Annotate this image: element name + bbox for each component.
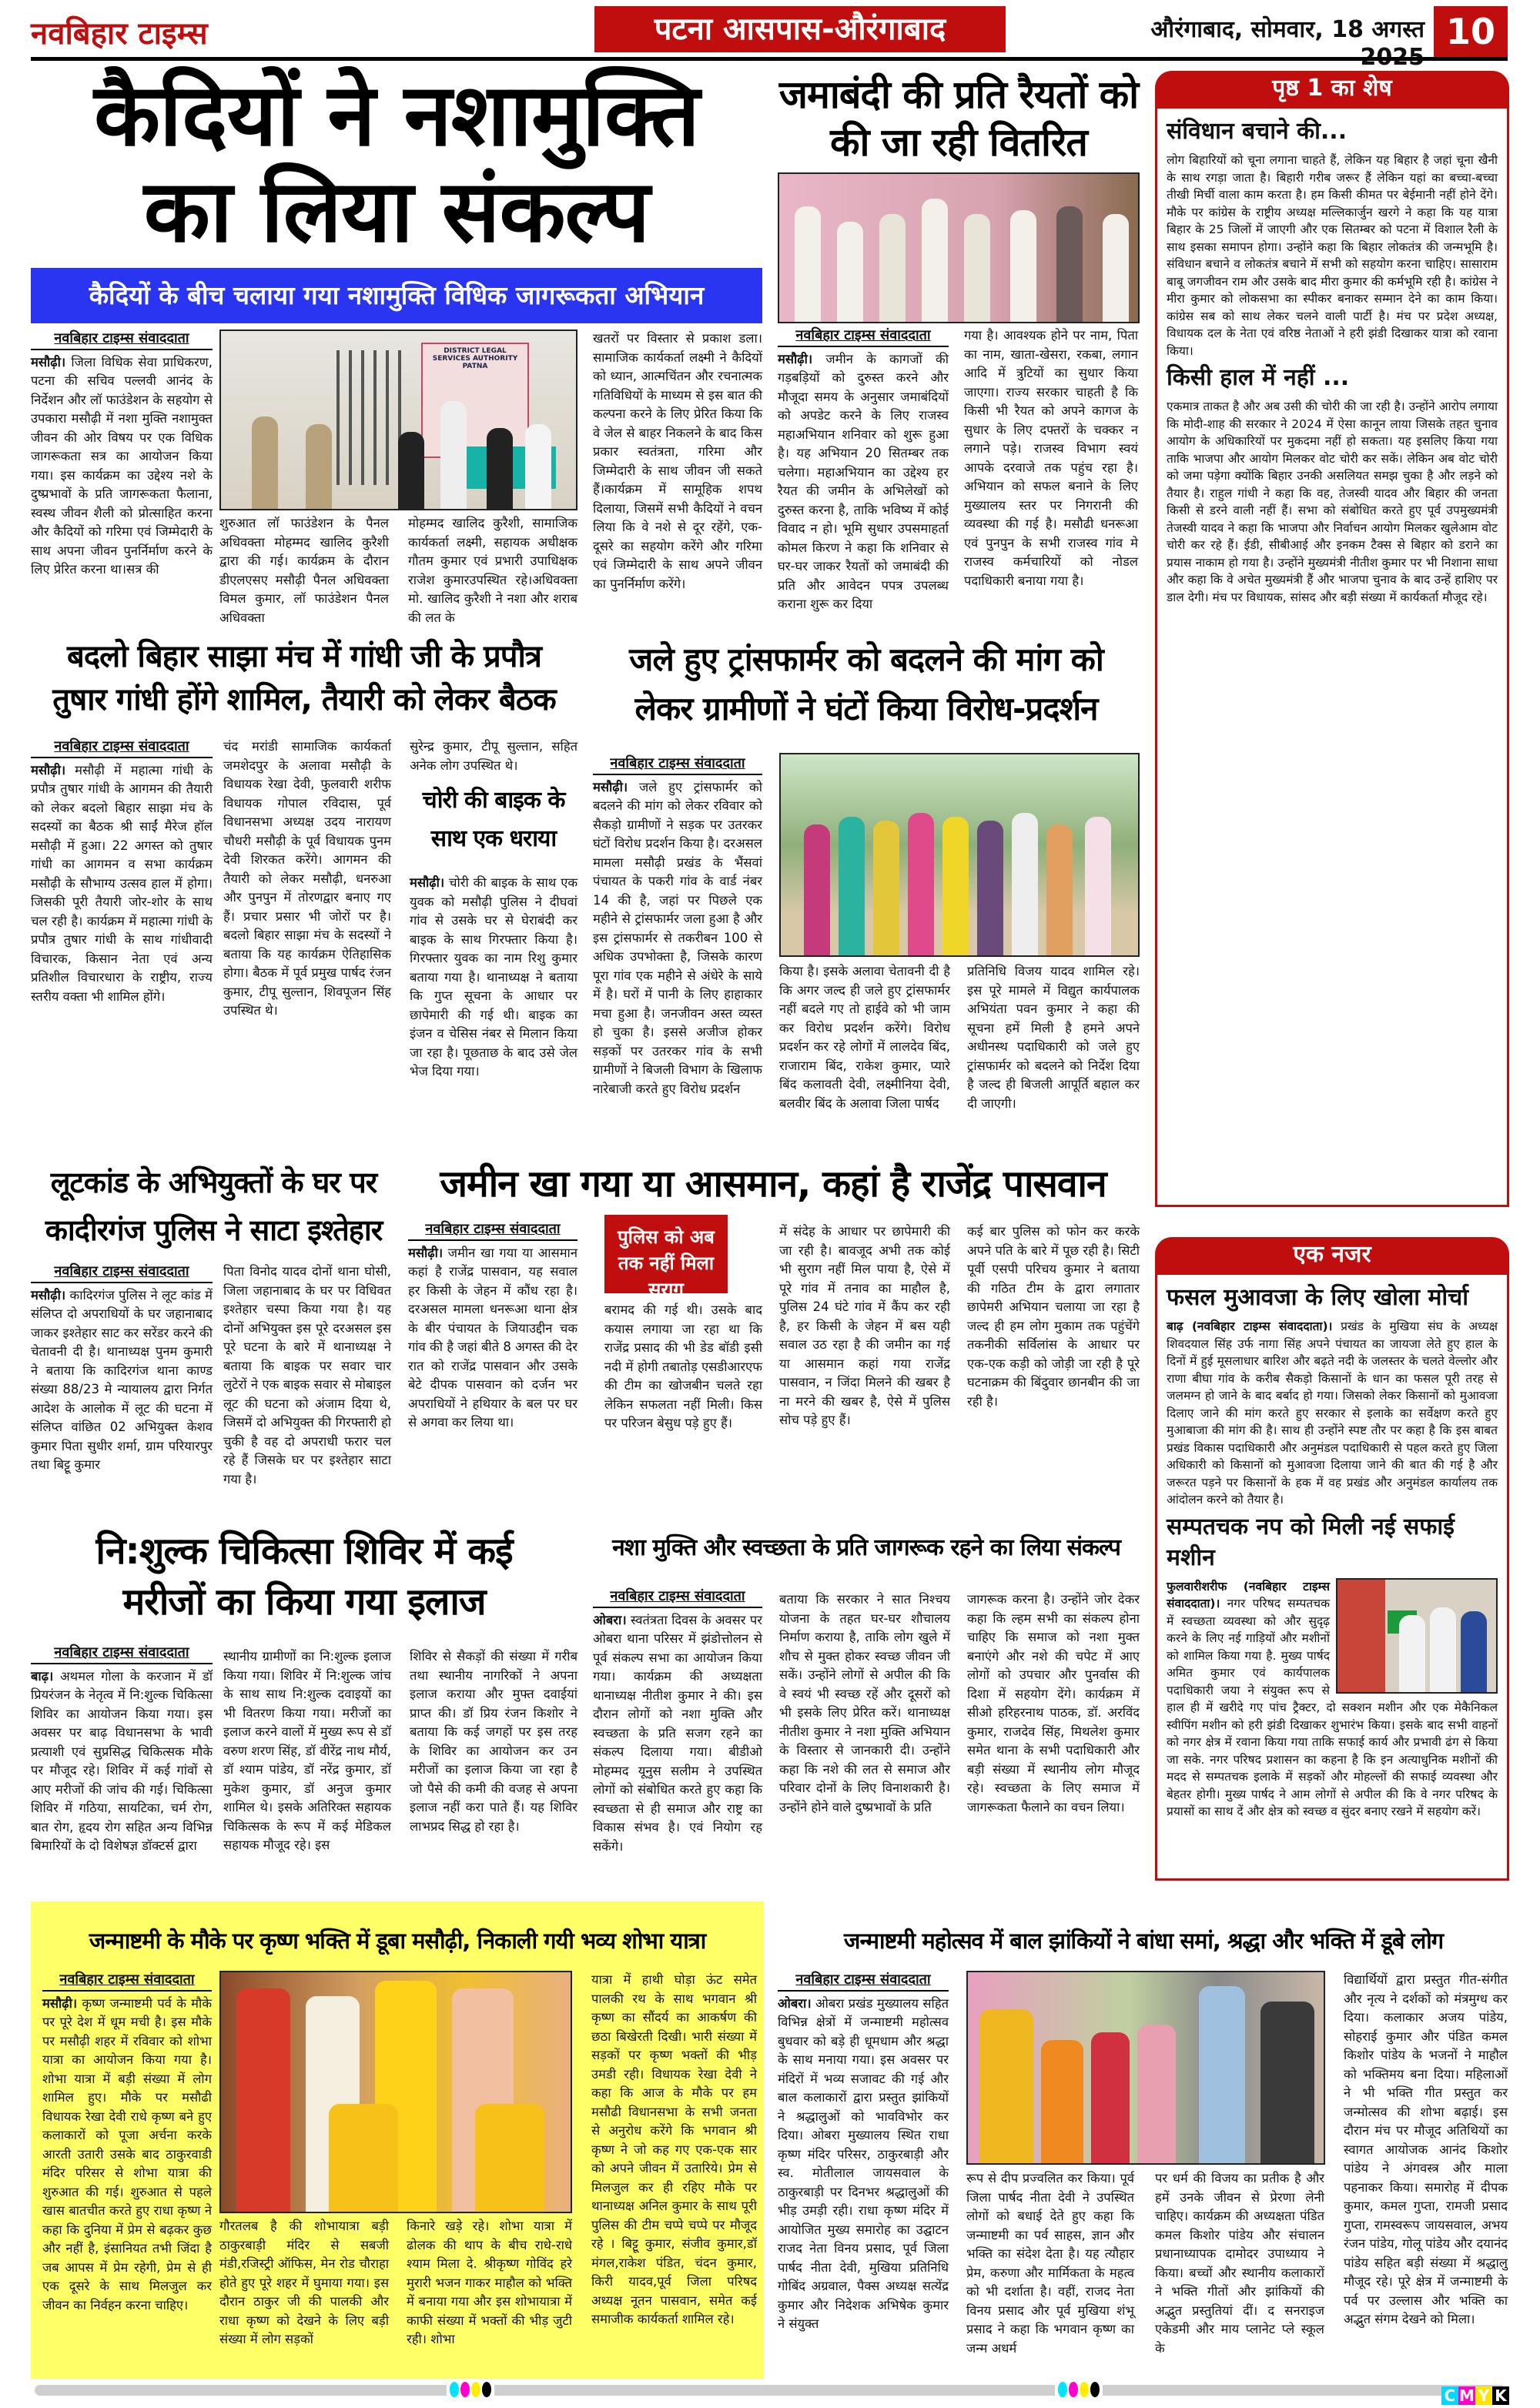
- byline: नवबिहार टाइम्स संवाददाता: [31, 1263, 213, 1283]
- a1-headline: [31, 65, 762, 262]
- cmyk-m: M: [1459, 2386, 1475, 2405]
- a1-headline-line2: का लिया संकल्प: [143, 162, 650, 262]
- body-text: जमीन खा गया या आसमान कहां है राजेंद्र पासवान, यह सवाल हर किसी के जेहन में कौंध रहा है। दरअसल मामला धनरूआ थाना क्षेत्र के बीर पंचायत के जियाउद्दीन चक गांव की है जहां बीते 8 अगस्त की देर रात को राजेंद्र पासवान और उसके बेटे दीपक पासवान को दर्जन भर अपराधियों ने हथियार के बल पर घर से अगवा कर लिया था।: [408, 1245, 578, 1430]
- body-text: मसौढ़ी में महात्मा गांधी के प्रपौत्र तुषार गांधी के आगमन की तैयारी को लेकर बदलो बिहार साझा मंच के सदस्यों का बैठक श्री साईं मैरेज हॉल मसौढ़ी में हुआ। 22 अगस्त को तुषार गांधी का आगमन व सभा कार्यक्रम मसौढ़ी के सौभाग्य उत्सव हाल में होगा। जिसकी पूरी तैयारी जोर-शोर के साथ चल रही है। कार्यक्रम में महात्मा गांधी के प्रपौत्र तुषार गांधी के साथ गांधीवादी विचारक, किसान नेता एवं अन्य प्रतिशील विचारधारा के राष्ट्रीय, राज्य स्तरीय वक्ता भी शामिल होंगे।: [31, 762, 213, 1004]
- brief-dateline: फुलवारीशरीफ (नवबिहार टाइम्स संवाददाता)।: [1167, 1579, 1330, 1610]
- a7-col-1: [31, 1644, 213, 1898]
- person: [1461, 1611, 1487, 1692]
- page1-continued-box: [1155, 106, 1509, 1207]
- dateline: मसौढ़ी।: [42, 1995, 78, 2011]
- body-text: कादिरगंज पुलिस ने लूट कांड में संलिप्त दो अपराधियों के घर जहानाबाद जाकर इश्तेहार साट कर सरेंडर करने की चेतावनी दी है। थानाध्यक्ष पुनम कुमारी ने बताया कि कादिरगंज थाना काण्ड संख्या 88/23 मे न्यायालय द्वारा निर्गत आदेश के आलोक में लूट की घटना में संलिप्त वांछित 02 अभियुक्त केशव कुमार पिता सुधीर शर्मा, ग्राम परियारपुर तथा बिट्टू कुमार: [31, 1287, 213, 1472]
- person: [1430, 1607, 1456, 1692]
- ek-nazar-box: [1155, 1273, 1509, 1881]
- a9-col-1: [42, 1971, 212, 2371]
- body-text: चोरी की बाइक के साथ एक युवक को मसौढ़ी पुलिस ने दीघवां गांव से उसके घर से घेराबंदी कर बाइक के साथ गिरफ्तार किया है। गिरफ्तार युवक का नाम रिशु कुमार बताया गया है। थानाध्यक्ष ने बताया कि गुप्त सूचना के आधार पर छापेमारी की गई थी। बाइक का इंजन व चेसिस नंबर से मिलान किया जा रहा है। पूछताछ के बाद उसे जेल भेज दिया गया।: [410, 875, 578, 1079]
- person: [1056, 206, 1083, 322]
- body-text: अथमल गोला के करजान में डॉ प्रियरंजन के नेतृत्व में नि:शुल्क चिकित्सा शिविर का आयोजन किया गया। इस अवसर पर बाढ़ विधानसभा के भावी प्रत्याशी एवं सुप्रसिद्ध चिकित्सक मौके पर मौजूद रहे। शिविर में कई गांवों से आए मरीजों की जांच की गई। चिकित्सा शिविर में गठिया, सायटिका, चर्म रोग, बात रोग, हृदय रोग सहित अन्य विभिन्न बिमारियों के दो विशेषज्ञ डॉक्टर्स द्वारा: [31, 1668, 213, 1853]
- yellow-dot: [471, 2382, 480, 2397]
- a6-headline: जमीन खा गया या आसमान, कहां है राजेंद्र पासवान: [440, 1162, 1106, 1206]
- byline: नवबिहार टाइम्स संवाददाता: [42, 1971, 212, 1992]
- a1-col-4: खतरों पर विस्तार से प्रकाश डला। सामाजिक कार्यकर्ता लक्ष्मी ने कैदियों को ध्यान, आत्मचिंतन और रचनात्मक गतिविधियों के माध्यम से इस बात की कल्पना करने के लिए प्रेरित किया कि वे जेल से बाहर निकलने के बाद किस प्रकार स्वतंत्रता, गरिमा और जिम्मेदारी के साथ जीवन जी सकते हैं।कार्यक्रम में सामूहिक शपथ दिलाया, जिसमें सभी कैदियों ने वचन लिया कि वे नशे से दूर रहेंगे, एक-दूसरे का सहयोग करेंगे और गरिमा एवं जिम्मेदारी के साथ अपने जीवन का पुनर्निर्माण करेंगे।: [593, 331, 762, 591]
- person: [1199, 1986, 1245, 2163]
- person: [837, 222, 863, 322]
- cmyk-swatch: [1441, 2386, 1509, 2405]
- a3-col-1: [31, 737, 213, 1142]
- a1-col-3: मोहम्मद खालिद कुरैशी, सामाजिक कार्यकर्ता लक्ष्मी, सहायक अधीक्षक गौतम कुमार एवं प्रभारी उपाधिक्षक राजेश कुमारउपस्थित रहे।अधिवक्ता मो. खालिद कुरैशी ने नशा और शराब की लत के: [408, 516, 578, 625]
- byline: नवबिहार टाइम्स संवाददाता: [778, 1971, 949, 1992]
- registration-dots: [1055, 2382, 1103, 2397]
- person: [475, 2104, 544, 2212]
- a7-headline-line2: मरीजों का किया गया इलाज: [122, 1580, 486, 1624]
- a8-col-1: [593, 1587, 762, 1898]
- a3b-headline: चोरी की बाइक के साथ एक धराया: [422, 787, 565, 852]
- ek-nazar-tab: एक नजर: [1155, 1237, 1509, 1273]
- person: [839, 817, 865, 955]
- a2-headline: जमाबंदी की प्रति रैयतों को की जा रही वितरित: [778, 72, 1139, 165]
- person: [1041, 2040, 1083, 2163]
- body-text: जिला विधिक सेवा प्राधिकरण, पटना की सचिव पल्लवी आनंद के निर्देशन और लॉ फाउंडेशन के सहयोग से उपकारा मसौढ़ी में नशा मुक्ति नशामुक्त जीवन की ओर विषय पर एक विधिक जागरूकता सत्र का आयोजन किया गया। इस कार्यक्रम का उद्देश्य नशे के दुष्प्रभावों के प्रति जागरूकता फैलाना, स्वस्थ जीवन शैली को प्रोत्साहित करना और कैदियों को गरिमा एवं जिम्मेदारी के साथ अपना जीवन पुनर्निर्माण करने के लिए प्रेरित करना था।सत्र की: [31, 354, 213, 577]
- a5-headline: [31, 1159, 397, 1255]
- dateline: मसौढ़ी।: [410, 875, 445, 890]
- dateline: मसौढ़ी।: [31, 354, 66, 370]
- person: [873, 821, 899, 955]
- dateline: मसौढ़ी।: [593, 779, 628, 794]
- person: [1137, 2025, 1176, 2163]
- a6-col-4: कई बार पुलिस को फोन कर करके अपने पति के बारे में पूछ रही है। सिटी पूर्वी एसपी परिचय कुमार ने बताया की गठित टीम के द्वारा लगातार छापेमरी अभियान चलाया जा रहा है जल्द ही हम लोग मुकाम तक पहुंचेंगे तकनीकी सर्विलांस के आधार पर एक-एक कड़ी को जोड़ी जा रही है पूरे घटनाक्रम की बिंदुवार छानबीन की जा रही है।: [967, 1224, 1140, 1409]
- person: [942, 817, 969, 955]
- cmyk-c: C: [1441, 2386, 1458, 2405]
- person: [487, 428, 513, 509]
- person: [908, 813, 934, 955]
- a2-photo-raiyats: [778, 172, 1140, 323]
- magenta-dot: [1069, 2382, 1078, 2397]
- a1-photo-legal-session: [219, 329, 578, 510]
- sweeping-machine-photo: [1336, 1578, 1498, 1694]
- a5-headline-line2: कादीरगंज पुलिस ने साटा इश्तेहार: [45, 1213, 383, 1247]
- person: [1260, 2002, 1314, 2163]
- byline: नवबिहार टाइम्स संवाददाता: [408, 1220, 578, 1241]
- dateline: मसौढ़ी।: [31, 762, 66, 778]
- a7-col-2: स्थानीय ग्रामीणों का नि:शुल्क इलाज किया गया। शिविर में नि:शुल्क जांच के साथ साथ नि:शुल्क दवाइयों का भी वितरण किया गया। मरीजों का इलाज करने वालों में मुख्य रूप से डॉ वरुण शरण सिंह, डॉ वीरेंद्र नाथ मौर्य, डॉ श्याम पांडेय, डॉ नरेंद्र कुमार, डॉ मुकेश कुमार, डॉ अनुज कुमार शामिल थे। इसके अतिरिक्त सहायक चिकित्सक के रूप में कई मेडिकल सहायक मौजूद रहे। इस: [223, 1649, 391, 1852]
- body-text: स्वतंत्रता दिवस के अवसर पर ओबरा थाना परिसर में झंडोत्तोलन से पूर्व संकल्प सभा का आयोजन किया गया। कार्यक्रम की अध्यक्षता थानाध्यक्ष नीतीश कुमार ने की। इस दौरान लोगों को नशा मुक्ति और स्वच्छता के प्रति सजग रहने का संकल्प दिलाया गया। बीडीओ मोहम्मद यूनुस सलीम ने उपस्थित लोगों को संबोधित करते हुए कहा कि स्वच्छता से ही समाज और राष्ट्र का विकास संभव है। एवं नियोग रह सकेंगे।: [593, 1612, 762, 1854]
- a5-col-2: पिता विनोद यादव दोनों थाना घोसी, जिला जहानाबाद के घर पर विधिवत इश्तेहार चस्पा किया गया है। यह दोनों अभियुक्त इस पूरे दरअसल इस पूरे घटना के बारे में थानाध्यक्ष ने बताया कि बाइक पर सवार चार लुटेरों ने एक बाइक सवार से मोबाइल लूट की घटना को अंजाम दिया थे, जिसमें दो अभियुक्त की गिरफ्तारी हो चुकी है वह दो अपराधी फरार चल रहे हैं जिसके घर पर इश्तेहार साटा गया है।: [223, 1264, 391, 1487]
- a5-col-1: [31, 1263, 213, 1513]
- continued-text: एकमात्र ताकत है और अब उसी की चोरी की जा रही है। उन्होंने आरोप लगाया कि मोदी-शाह की सरकार ने 2024 में ऐसा कानून लाया जिसके तहत चुनाव आयोग के अधिकारियों पर मुकदमा नहीं हो सकता। यह इसलिए किया गया ताकि भाजपा और आयोग मिलकर वोट चोरी कर सकें। लेकिन अब वोट चोरी को जमा पड़ेगा क्योंकि बिहार उनकी असलियत समझ चुका है और लड़ने को तैयार है। राहुल गांधी ने कहा कि वह, तेजस्वी यादव और बिहार की जनता किसी से डरने वाली नहीं हैं। सभा को संबोधित करते हुए पूर्व उपमुख्यमंत्री तेजस्वी यादव ने कहा कि भाजपा और निर्वाचन आयोग मिलकर खुलेआम वोट चोरी कर रहे हैं। ईडी, सीबीआई और इनकम टैक्स से बिहार को डराने का प्रयास नाकाम हो गया है। उन्होंने मुख्यमंत्री नीतीश कुमार पर भी निशाना साधा और कहा कि वे अचेत मुख्यमंत्री हैं और भाजपा चुनाव के बाद उन्हें हाशिए पर डाल देगी। मंच पर विधायक, सांसद और बड़ी संख्या में कार्यकर्ता मौजूद रहे।: [1167, 400, 1498, 604]
- a6-col-1: [408, 1220, 578, 1513]
- black-dot: [482, 2382, 491, 2397]
- a1-headline-line1: कैदियों ने नशामुक्ति: [94, 65, 699, 166]
- a2-col-2: गया है। आवश्यक होने पर नाम, पिता का नाम, खाता-खेसरा, रकबा, लगान आदि में त्रुटियों का सुधार किया जाएगा। राज्य सरकार चाहती है कि किसी भी रैयत को अपने कागज के सुधार के लिए दफ्तरों के चक्कर न लगाने पड़े। राजस्व विभाग स्वयं आपके दरवाजे तक पहुंच रहा है। अभियान को सफल बनाने के लिए मुख्यालय स्तर पर निगरानी की व्यवस्था की गई है। मसौढी धनरूआ एवं पुनपुन के सभी राजस्व गांव मे राजस्व कर्मचारियों को नोडल पदाधिकारी बनाया गया है।: [964, 328, 1138, 588]
- a1-col-1: [31, 329, 213, 610]
- person: [440, 401, 467, 509]
- person: [329, 2104, 398, 2212]
- a1-banner: कैदियों के बीच चलाया गया नशामुक्ति विधिक जागरूकता अभियान: [31, 268, 762, 323]
- black-dot: [1090, 2382, 1100, 2397]
- a8-col-3: जागरूक करना है। उन्होंने जोर देकर कहा कि ल्हम सभी का संकल्प होना चाहिए कि समाज को नशा मुक्त बनाएंगे और नशे की चपेट में आए लोगों को उपचार और पुनर्वास की दिशा में सहयोग देंगे। कार्यक्रम में सीओ हरिहरनाथ पाठक, डॉ. अरविंद कुमार, राजदेव सिंह, मिथलेश कुमार समेत थाना के सभी पदाधिकारी और बड़ी संख्या में स्थानीय लोग मौजूद रहे। स्वच्छता के लिए समाज में जागरूकता फैलाने का वचन लिया।: [967, 1592, 1140, 1814]
- a10-col-2: रूप से दीप प्रज्वलित कर किया। पूर्व जिला पार्षद नीता देवी ने उपस्थित लोगों को बधाई देते हुए कहा कि जन्माष्टमी का पर्व साहस, ज्ञान और भक्ति का संदेश देता है। यह त्यौहार प्रेम, करुणा और मार्मिकता के महत्व को भी दर्शाता है। वहीं, राजद नेता विनय प्रसाद और पूर्व मुखिया शंभू प्रसाद ने कहा कि भगवान कृष्ण का जन्म अधर्म: [966, 2171, 1134, 2356]
- a7-headline: [31, 1526, 578, 1630]
- byline: नवबिहार टाइम्स संवाददाता: [31, 737, 213, 758]
- a3-col-2: चंद मरांडी सामाजिक कार्यकर्ता जमशेदपुर के अलावा मसौढ़ी के विधायक रेखा देवी, फुलवारी शरीफ विधायक गोपाल रविदास, पूर्व विधानसभा अध्यक्ष उदय नारायण चौधरी मसौढ़ी के पूर्व विधायक पुनम देवी शिरकत करेंगे। आगमन की तैयारी को लेकर मसौढ़ी, धनरुआ और पुनपुन में तोरणद्वार बनाए गए हैं। प्रचार प्रसार भी जोरों पर है। बदलो बिहार साझा मंच के सदस्यों ने बताया कि यह कार्यक्रम ऐतिहासिक होगा। बैठक में पूर्व प्रमुख पार्षद रंजन कुमार, टीपू सुल्तान, शिवपूजन सिंह उपस्थित थे।: [223, 739, 391, 1018]
- a4-col-3: प्रतिनिधि विजय यादव शामिल रहे। इस पूरे मामले में विद्युत कार्यपालक अभियंता पवन कुमार ने कहा की सूचना हमें मिली है हमने अपने अधीनस्थ पदाधिकारी को जले हुए ट्रांसफार्मर को बदलने को निर्देश दिया है जल्द ही बिजली आपूर्ति बहाल कर दी जाएगी।: [967, 964, 1140, 1111]
- dateline: मसौढ़ी।: [408, 1245, 444, 1260]
- yellow-dot: [1080, 2382, 1089, 2397]
- brief-body: नगर परिषद सम्पतचक में स्वच्छता व्यवस्था को और सुदृढ़ करने के लिए नई गाड़ियों और मशीनों को शामिल किया गया है. मुख्य पार्षद अमित कुमार एवं कार्यपालक पदाधिकारी जया ने संयुक्त रूप से हाल ही में खरीदे गए पांच ट्रैक्टर, दो सक्शन मशीन और एक मेकैनिकल स्वीपिंग मशीन को हरी झंडी दिखाकर शुभारंभ किया। इसके बाद सभी वाहनों को नगर क्षेत्र में रवाना किया गया ताकि सफाई कार्य और प्रभावी ढंग से किया जा सके. नगर परिषद प्रशासन का कहना है कि इन अत्याधुनिक मशीनों की मदद से सम्पतचक इलाके में सड़कों और मोहल्लों की सफाई व्यवस्था और बेहतर होगी। मुख्य पार्षद ने आम लोगों से अपील की कि वे नगर परिषद के प्रयासों का साथ दें और क्षेत्र को स्वच्छ व सुंदर बनाए रखने में सहयोग करें।: [1167, 1597, 1498, 1818]
- a9-col-2: गौरतलब है की शोभायात्रा बड़ी ठाकुरबाड़ी मंदिर से सबजी मंडी,रजिस्ट्री ऑफिस, मेन रोड चौराहा होते हुए पूरे शहर में घुमाया गया। इस दौरान ठाकुर जी की पालकी और राधा कृष्ण को देखने के लिए बड़ी संख्या में लोग सड़कों: [219, 2219, 389, 2346]
- person: [977, 821, 1003, 955]
- a2-col-1: [778, 326, 949, 611]
- a5-headline-line1: लूटकांड के अभियुक्तों के घर पर: [50, 1166, 377, 1199]
- a10-photo-jhanki: [966, 1971, 1325, 2165]
- byline: नवबिहार टाइम्स संवाददाता: [31, 329, 213, 350]
- a10-headline: जन्माष्टमी महोत्सव में बाल झांकियों ने बांधा समां, श्रद्धा और भक्ति में डूबे लोग: [843, 1928, 1444, 1954]
- registration-dots: [447, 2382, 494, 2397]
- a7-col-3: शिविर से सैकड़ों की संख्या में गरीब तथा स्थानीय नागरिकों ने अपना इलाज कराया और मुफ्त दवाईयां प्राप्त की। डॉ प्रिय रंजन किशोर ने बताया कि कई जगहों पर इस तरह के शिविर का आयोजन कर उन मरीजों का इलाज किया जा रहा है जो पैसे की कमी की वजह से अपना इलाज नहीं करा पाते हैं। यह शिविर लाभप्रद सिद्ध हो रहा है।: [410, 1649, 578, 1834]
- a9-col-4: यात्रा में हाथी घोड़ा ऊंट समेत पालकी रथ के साथ भगवान श्री कृष्ण का सौंदर्य का आकर्षण की छठा बिखेरती दिखी। भारी संख्या में सड़कों पर कृष्ण भक्तों की भीड़ उमडी रही। विधायक रेखा देवी ने कहा कि आज के मौके पर हम मसौढी विधानसभा के सभी जनता से अनुरोध करेंगे कि भगवान श्री कृष्ण ने जो कह गए एक-एक सार को अपने जीवन में उतारिये। प्रेम से मिलजुल कर ही रहिए मौके पर थानाध्यक्ष अनिल कुमार के साथ पूरी पुलिस की टीम चप्पे चप्पे पर मौजूद रहे । बिट्टू कुमार, संजीव कुमार,डॉ मंगल,राकेश पंडित, चंदन कुमार, किरी यादव,पूर्व जिला परिषद अध्यक्ष नूतन पासवान, समेत कई समाजीक कार्यकर्ता शामिल रहे।: [591, 1972, 757, 2326]
- a8-col-2: बताया कि सरकार ने सात निश्चय योजना के तहत घर-घर शौचालय निर्माण कराया है, ताकि लोग खुले में शौच से मुक्त होकर स्वच्छ जीवन जी सकें। उन्होंने लोगों से अपील की कि वे स्वयं भी स्वच्छ रहें और दूसरों को भी इसके लिए प्रेरित करें। थानाध्यक्ष नीतीश कुमार ने नशा मुक्ति अभियान के विस्तार से जानकारी दी। उन्होंने कहा कि नशे की लत से समाज और परिवार दोनों के लिए विनाशकारी है। उन्होंने होने वाले दुष्प्रभावों के प्रति: [779, 1592, 950, 1814]
- person: [252, 416, 278, 509]
- a6-col-2: बरामद की गई थी। उसके बाद कयास लगाया जा रहा था कि राजेंद्र प्रसाद की भी डेड बॉडी इसी नदी में होगी तबातोड़ एसडीआरएफ की टीम का खोजबीन चलते रहा लेकिन सफलता नहीं मिली। किस पर परिजन बेसुध पड़े हुए हैं।: [604, 1303, 762, 1430]
- person: [1399, 1615, 1425, 1692]
- footer-registration-bar: [35, 2385, 1505, 2396]
- person: [1085, 817, 1111, 955]
- dateline: मसौढ़ी।: [31, 1287, 66, 1303]
- person: [525, 424, 551, 509]
- cyan-dot: [450, 2382, 459, 2397]
- person: [979, 2009, 1033, 2163]
- brief-headline: सम्पतचक नप को मिली नई सफाई मशीन: [1167, 1513, 1455, 1571]
- byline: नवबिहार टाइम्स संवाददाता: [593, 1587, 762, 1608]
- continued-text: लोग बिहारियों को चूना लगाना चाहते हैं, लेकिन यह बिहार है जहां चूना खैनी के साथ रगड़ा जाता है। बिहारी गरीब जरूर हैं लेकिन यहां का बच्चा-बच्चा तीखी मिर्ची वाला काम करता है। हम किसी कीमत पर बेईमानी नहीं होने देंगे। मौके पर कांग्रेस के राष्ट्रीय अध्यक्ष मल्लिकार्जुन खरगे ने कहा कि यह यात्रा बिहार के 25 जिलों में जाएगी और एक सितम्बर को पटना में विशाल रैली के साथ इसका समापन होगा। उन्होंने कहा कि बिहार लोकतंत्र की जन्मभूमि है। संविधान बचाने व लोकतंत्र बचाने में सभी को सहयोग करना चाहिए। सासाराम बाबू जगजीवन राम और उसके बाद मीरा कुमार की कर्मभूमि रही है। कांग्रेस ने मीरा कुमार को लोकसभा का स्पीकर बनाकर सम्मान देने का काम किया। कांग्रेस सब को साथ लेकर चलने वाली पार्टी है। मंच पर प्रदेश अध्यक्ष, विधायक दल के नेता एवं वरिष्ठ नेताओं ने हरी झंडी दिखाकर यात्रा को रवाना किया।: [1167, 153, 1498, 358]
- a4-headline-line1: जले हुए ट्रांसफार्मर को बदलने की मांग को: [629, 640, 1103, 678]
- dateline: औरंगाबाद, सोमवार, 18 अगस्त: [1150, 16, 1424, 43]
- dateline: ओबरा।: [778, 1995, 812, 2011]
- person: [306, 424, 332, 509]
- person: [804, 824, 830, 955]
- a10-col-4: विद्यार्थियों द्वारा प्रस्तुत गीत-संगीत और नृत्य ने दर्शकों को मंत्रमुग्ध कर दिया। कलाकार अजय पांडेय, सोहराई कुमार और पंडित कमल किशोर पांडेय के भजनों ने माहौल को भक्तिमय बना दिया। महिलाओं ने भी भक्ति गीत प्रस्तुत कर जन्मोत्सव की शोभा बढ़ाई। इस दौरान मंच पर मौजूद अतिथियों का स्वागत आयोजक आनंद किशोर पांडेय ने अंगवस्त्र और माला पहनाकर किया। समारोह में दीपक कुमार, कमल गुप्ता, रामजी प्रसाद गुप्ता, रामस्वरूप जायसवाल, अभय रंजन पांडेय, गोलू पांडेय और दयानंद पांडेय सहित बड़ी संख्या में श्रद्धालु मौजूद रहे। पूरे क्षेत्र में जन्माष्टमी के पर्व पर उल्लास और भक्ति का अद्भुत संगम देखने को मिला।: [1344, 1972, 1508, 2326]
- a9-photo-radha-krishna: [219, 1971, 572, 2213]
- a9-col-3: किनारे खड़े रहे। शोभा यात्रा में ढोलक की थाप के बीच राधे-राधे श्याम मिला दे. श्रीकृष्ण गोविंद हरे मुरारी भजन गाकर माहौल को भक्ति में बनाया गया और इस शोभायात्रा में काफी संख्या में भक्तों की भीड़ जुटी रही। शोभा: [407, 2219, 572, 2346]
- person: [1010, 210, 1036, 322]
- dateline: बाढ़।: [31, 1668, 54, 1684]
- person: [1012, 813, 1038, 955]
- continued-subhead: किसी हाल में नहीं ...: [1167, 364, 1350, 391]
- a3b-body: [410, 874, 578, 1142]
- person: [795, 206, 821, 322]
- header-rule: [31, 57, 1508, 61]
- a4-col-2: किया है। इसके अलावा चेतावनी दी है कि अगर जल्द ही जले हुए ट्रांसफार्मर नहीं बदले गए तो हाईवे को भी जाम कर विरोध प्रदर्शन करेंगे। विरोध प्रदर्शन कर रहे लोगों में लालदेव बिंद, राजाराम बिंद, राकेश कुमार, प्यारे बिंद कलावती देवी, लक्ष्मीनिया देवी, बलवीर बिंद के अलावा जिला पार्षद: [779, 964, 950, 1111]
- byline: नवबिहार टाइम्स संवाददाता: [778, 326, 949, 347]
- masthead: नवबिहार टाइम्स: [31, 16, 208, 52]
- byline: नवबिहार टाइम्स संवाददाता: [31, 1644, 213, 1664]
- a3-headline: [31, 635, 578, 727]
- a6-col-3: में संदेह के आधार पर छापेमारी की जा रही है। बावजूद अभी तक कोई भी सुराग नहीं मिल पाया है, ऐसे में पूरे गांव में तनाव का माहौल है, पुलिस 24 घंटे गांव में कैंप कर रही है, हर किसी के जेहन में बस यही सवाल उठ रहा है की जमीन का गई या आसमान कहां गया राजेंद्र पासवान, न जिंदा मिलने की खबर है ना मरने की खबर है, ऐसे में पुलिस सोच पड़े हुए हैं।: [779, 1224, 950, 1427]
- a10-col-3: पर धर्म की विजय का प्रतीक है और हमें उनके जीवन से प्रेरणा लेनी चाहिए। कार्यक्रम की अध्यक्षता पंडित कमल किशोर पांडेय और संचालन प्रधानाध्यापक दामोदर उपाध्याय ने किया। बच्चों और स्थानीय कलाकारों ने भक्ति गीतों और झांकियों की अद्भुत प्रस्तुतियां दीं। द सनराइज एकेडमी और माय प्लानेट प्ले स्कूल के: [1155, 2171, 1324, 2356]
- a4-photo-protest: [779, 753, 1140, 957]
- person: [1046, 824, 1073, 955]
- person: [398, 432, 424, 509]
- body-text: ओबरा प्रखंड मुख्यालय सहित विभिन्न क्षेत्रों में जन्माष्टमी महोत्सव बुधवार को बड़े ही धूमधाम और श्रद्धा के साथ मनाया गया। इस अवसर पर मंदिरों में भव्य सजावट की गई और बाल कलाकारों द्वारा प्रस्तुत झांकियों ने श्रद्धालुओं को भावविभोर कर दिया। ओबरा मुख्यालय स्थित राधा कृष्ण मंदिर परिसर, ठाकुरबाड़ी और स्व. मोतीलाल जायसवाल के ठाकुरबाड़ी पर दिनभर श्रद्धालुओं की भीड़ उमड़ी रही। राधा कृष्ण मंदिर में आयोजित मुख्य समारोह का उद्घाटन राजद नेता विनय प्रसाद, पूर्व जिला पार्षद नीता देवी, मुखिया प्रतिनिधि गोबिंद अग्रवाल, पैक्स अध्यक्ष सत्येंद्र कुमार और निदेशक अभिषेक कुमार ने संयुक्त: [778, 1995, 949, 2331]
- brief-text: [1167, 1318, 1498, 1509]
- photo-banner: DISTRICT LEGAL SERVICES AUTHORITY PATNA: [421, 343, 529, 458]
- a9-headline: जन्माष्टमी के मौके पर कृष्ण भक्ति में डूबा मसौढ़ी, निकाली गयी भव्य शोभा यात्रा: [89, 1928, 706, 1954]
- person: [1091, 2032, 1130, 2163]
- magenta-dot: [460, 2382, 470, 2397]
- person: [879, 214, 906, 322]
- byline: नवबिहार टाइम्स संवाददाता: [593, 754, 762, 775]
- a10-col-1: [778, 1971, 949, 2371]
- a1-col-2: शुरुआत लॉ फाउंडेशन के पैनल अधिवक्ता मोहम्मद खालिद कुरैशी द्वारा की गई। कार्यक्रम के दौरान डीएलएसए मसौढ़ी पैनल अधिवक्ता विमल कुमार, लॉ फाउंडेशन पैनल अधिवक्ता: [219, 516, 389, 625]
- cyan-dot: [1058, 2382, 1067, 2397]
- brief-body: प्रखंड के मुखिया संघ के अध्यक्ष शिवदयाल सिंह उर्फ नागा सिंह अपने पंचायत का जायजा लेते हुए हाल के दिनों में हुई मूसलाधार बारिश और बढ़ते नदी के जलस्तर के चलते वेल्लोर और राणा बीघा गांव के करीब सैकड़ो किसानों के धान का फसल पूरी तरह से जलमग्न हो जाने के बाद बर्बाद हो गया। जिसको लेकर किसानों को मुआवजा दिलाए जाने की मांग करते हुए सरकार से इलाके का सर्वेक्षण करते हुए मुआबाजा की मांग की है। साथ ही उन्होंने स्पष्ट तौर पर कहा है कि इस बाबत प्रखंड विकास पदाधिकारी और अनुमंडल पदाधिकारी से पहल करते हुए जिला अधिकारी को किसानों को मुआवजा दिलाया जाने की बात की गई है और जरूरत पड़ने पर किसानों के हक में वह प्रखंड और अनुमंडल कार्यालय तक आंदोलन करने को तैयार है।: [1167, 1319, 1498, 1507]
- person: [964, 214, 990, 322]
- dateline: मसौढ़ी।: [778, 351, 813, 366]
- a4-col-1: [593, 754, 762, 1143]
- cmyk-y: Y: [1475, 2386, 1492, 2405]
- body-text: जमीन के कागजों की गड़बड़ियों को दुरुस्त करने और मौजूदा समय के अनुसार जमाबंदियों को अपडेट करने के लिए राजस्व महाअभियान शनिवार को शुरू हुआ है। यह अभियान 20 सितम्बर तक चलेगा। महाअभियान का उद्देश्य हर रैयत की जमीन के अभिलेखों को दुरुस्त करना है, ताकि भविष्य में कोई विवाद न हो। भूमि सुधार उपसमाहर्ता कोमल किरण ने कहा कि शनिवार से घर-घर जाकर रैयतों को जमाबंदी की प्रति और आवेदन पपत्र उपलब्ध कराना शुरू कर दिया: [778, 351, 949, 611]
- cmyk-k: K: [1492, 2386, 1509, 2405]
- body-text: जले हुए ट्रांसफार्मर को बदलने की मांग को लेकर रविवार को सैकड़ो ग्रामीणों ने सड़क पर उतरकर घंटों विरोध प्रदर्शन किया है। दरअसल मामला मसौढ़ी प्रखंड के भैंसवां पंचायत के पकरी गांव के वार्ड नंबर 14 की है, जहां पर पिछले एक महीने से ट्रांसफार्मर जला हुआ है और इस ट्रांसफार्मर से तकरीबन 100 से अधिक उपभोक्ता है, जिसके कारण पूरा गांव एक महीने से अंधेरे के साये में है। घरों में पानी के लिए हाहाकार मचा हुआ है। जनजीवन अस्त व्यस्त हो चुका है। इससे अजीज होकर सड़कों पर उतरकर गांव के सभी ग्रामीणों ने बिजली विभाग के खिलाफ नारेबाजी करते हुए विरोध प्रदर्शन: [593, 779, 762, 1096]
- a4-headline: [593, 635, 1140, 739]
- a8-headline: नशा मुक्ति और स्वच्छता के प्रति जागरूक रहने का लिया संकल्प: [612, 1534, 1120, 1561]
- page-number: 10: [1434, 6, 1508, 57]
- a6-callout-box: पुलिस को अब तक नहीं मिला सुराग: [604, 1215, 728, 1293]
- a3-headline-line1: बदलो बिहार साझा मंच में गांधी जी के प्रपौत्र: [67, 639, 541, 674]
- a3-headline-line2: तुषार गांधी होंगे शामिल, तैयारी को लेकर बैठक: [52, 682, 556, 717]
- a3-col-3: सुरेन्द्र कुमार, टीपू सुल्तान, सहित अनेक लोग उपस्थित थे।: [410, 739, 578, 773]
- dateline: ओबरा।: [593, 1612, 627, 1627]
- section-title: पटना आसपास-औरंगाबाद: [594, 6, 1006, 52]
- brief-dateline: बाढ़ (नवबिहार टाइम्स संवाददाता)।: [1167, 1319, 1333, 1333]
- continued-subhead: संविधान बचाने की...: [1167, 118, 1348, 145]
- person: [922, 199, 948, 322]
- person: [1103, 214, 1129, 322]
- a7-headline-line1: नि:शुल्क चिकित्सा शिविर में कई: [95, 1530, 513, 1573]
- person: [236, 1988, 290, 2212]
- page1-continued-tab: पृष्ठ 1 का शेष: [1155, 71, 1509, 106]
- brief-headline: फसल मुआवजा के लिए खोला मोर्चा: [1167, 1284, 1468, 1311]
- a4-headline-line2: लेकर ग्रामीणों ने घंटों किया विरोध-प्रदर्शन: [634, 690, 1098, 727]
- body-text: कृष्ण जन्माष्टमी पर्व के मौके पर पूरे देश में धूम मची है। इस मौके पर मसौढ़ी शहर में रविवार को शोभा यात्रा का आयोजन किया गया है। शोभा यात्रा में बड़ी संख्या में लोग शामिल हुए। मौके पर मसौढी विधायक रेखा देवी राधे कृष्ण बने हुए कलाकारों को पूजा अर्चना करके आरती उतारी उसके बाद ठाकुरवाडी मंदिर परिसर से शोभा यात्रा की शुरुआत की गई। शुरुआत से पहले खास बातचीत करते हुए राधा कृष्ण ने कहा कि दुनिया में प्रेम से बढ़कर कुछ और नहीं है, इंसानियत तभी जिंदा है जब आपस में प्रेम रहेगी, प्रेम से ही एक दूसरे के साथ मिलजुल कर जीवन का निर्वहन करना चाहिए।: [42, 1995, 212, 2313]
